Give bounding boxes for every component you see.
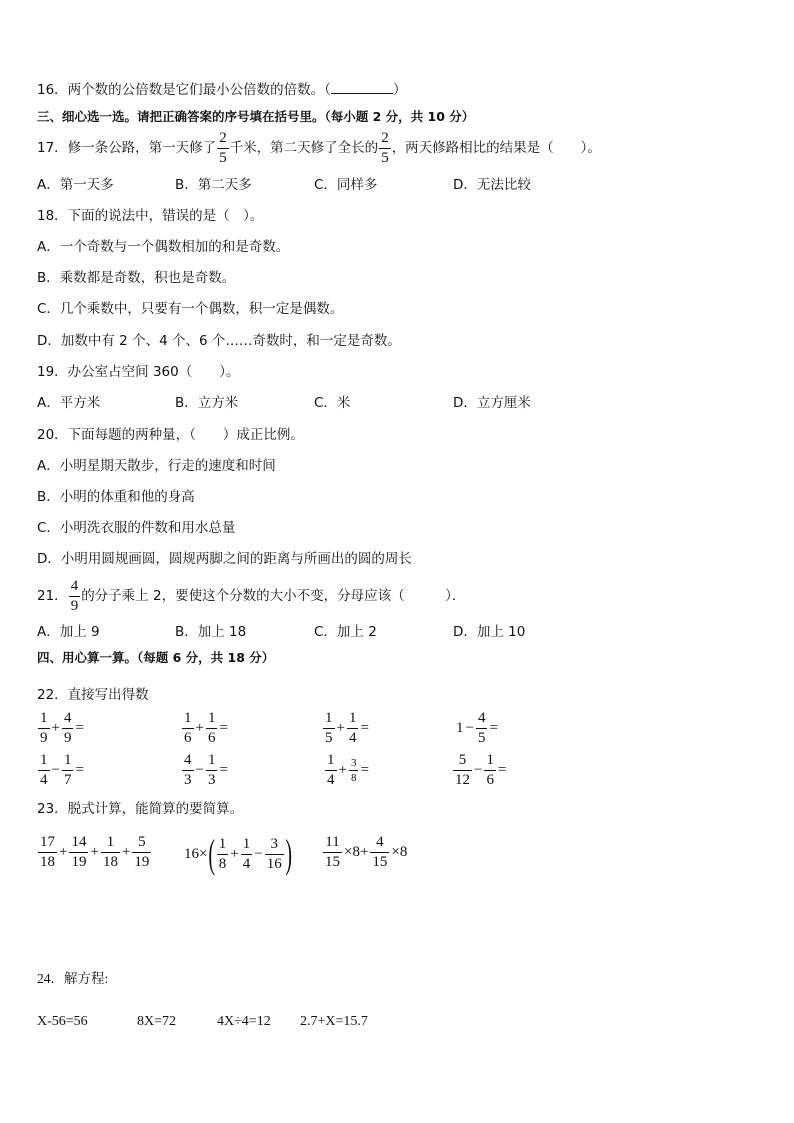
question-21: 21． $\frac{4}{9}$ 的分子乘上 2，要使这个分数的大小不变，分母应该（ ）． <box>37 577 466 614</box>
option-d[interactable]: D．无法比较 <box>453 177 531 193</box>
question-23: 23．脱式计算，能简算的要简算。 <box>37 801 244 817</box>
mental-math-item: $\frac{4}{3}$ − $\frac{1}{3}$ = <box>184 752 228 788</box>
option-c[interactable]: C．米 <box>314 395 351 411</box>
option-c[interactable]: C．几个乘数中，只要有一个偶数，积一定是偶数。 <box>37 301 344 317</box>
question-20: 20．下面每题的两种量，（ ）成正比例。 <box>37 427 304 443</box>
question-19: 19．办公室占空间 360（ ）。 <box>37 364 240 380</box>
option-b[interactable]: B．乘数都是奇数，积也是奇数。 <box>37 270 236 286</box>
fraction: $\frac{4}{9}$ <box>70 577 79 614</box>
question-16: 16．两个数的公倍数是它们最小公倍数的倍数。（ ） <box>37 82 407 98</box>
answer-blank[interactable] <box>331 80 393 94</box>
mental-math-item: $\frac{1}{4}$ − $\frac{1}{7}$ = <box>40 752 84 788</box>
calc-expression-2: 16× ( $\frac{1}{8}$ + $\frac{1}{4}$ − $\frac{3}{16}$ ) <box>184 831 292 876</box>
question-24: 24．解方程: <box>37 971 109 986</box>
mental-math-item: $\frac{1}{9}$ + $\frac{4}{9}$ = <box>40 710 84 746</box>
option-a[interactable]: A．一个奇数与一个偶数相加的和是奇数。 <box>37 239 290 255</box>
mental-math-item: $\frac{1}{5}$ + $\frac{1}{4}$ = <box>325 710 369 746</box>
question-19-options <box>37 394 757 412</box>
mental-math-item: $\frac{1}{6}$ + $\frac{1}{6}$ = <box>184 710 228 746</box>
option-d[interactable]: D．加上 10 <box>453 624 526 640</box>
option-c[interactable]: C．加上 2 <box>314 624 377 640</box>
equation: 4X÷4=12 <box>217 1014 271 1029</box>
equation: 2.7+X=15.7 <box>300 1014 368 1029</box>
option-d[interactable]: D．加数中有 2 个、4 个、6 个……奇数时，和一定是奇数。 <box>37 333 401 349</box>
option-b[interactable]: B．第二天多 <box>175 177 252 193</box>
question-18: 18．下面的说法中，错误的是（ ）。 <box>37 208 264 224</box>
option-b[interactable]: B．小明的体重和他的身高 <box>37 489 195 505</box>
section-4-heading: 四、用心算一算。（每题 6 分，共 18 分） <box>37 650 275 665</box>
option-a[interactable]: A．小明星期天散步，行走的速度和时间 <box>37 458 276 474</box>
fraction: $\frac{2}{5}$ <box>219 129 227 166</box>
equation: 8X=72 <box>137 1014 177 1029</box>
section-3-heading: 三、细心选一选。请把正确答案的序号填在括号里。（每小题 2 分，共 10 分） <box>37 109 475 124</box>
calc-expression-1: $\frac{17}{18}$ + $\frac{14}{19}$ + $\frac{1}{18}$ + $\frac{5}{19}$ <box>40 834 150 870</box>
question-22: 22．直接写出得数 <box>37 687 149 703</box>
option-a[interactable]: A．第一天多 <box>37 177 114 193</box>
mental-math-item: $\frac{5}{12}$ − $\frac{1}{6}$ = <box>455 752 507 788</box>
question-16-text: 16．两个数的公倍数是它们最小公倍数的倍数。（ <box>37 82 331 98</box>
option-d[interactable]: D．小明用圆规画圆，圆规两脚之间的距离与所画出的圆的周长 <box>37 551 412 567</box>
question-17-options <box>37 176 757 194</box>
fraction: $\frac{2}{5}$ <box>381 129 389 166</box>
option-b[interactable]: B．立方米 <box>175 395 239 411</box>
question-21-options <box>37 623 757 641</box>
mental-math-item: 1 − $\frac{4}{5}$ = <box>456 710 498 746</box>
option-a[interactable]: A．加上 9 <box>37 624 100 640</box>
option-d[interactable]: D．立方厘米 <box>453 395 531 411</box>
mental-math-item: $\frac{1}{4}$ + $\frac{3}{8}$ = <box>327 752 369 788</box>
option-c[interactable]: C．同样多 <box>314 177 378 193</box>
option-b[interactable]: B．加上 18 <box>175 624 247 640</box>
question-17: 17．修一条公路，第一天修了 $\frac{2}{5}$ 千米，第二天修了全长的 $\frac{2}{5}$ ，两天修路相比的结果是（ ）。 <box>37 129 601 166</box>
option-c[interactable]: C．小明洗衣服的件数和用水总量 <box>37 520 236 536</box>
equation: X-56=56 <box>37 1014 88 1029</box>
calc-expression-3: $\frac{11}{15}$ ×8+ $\frac{4}{15}$ ×8 <box>325 834 408 870</box>
option-a[interactable]: A．平方米 <box>37 395 101 411</box>
